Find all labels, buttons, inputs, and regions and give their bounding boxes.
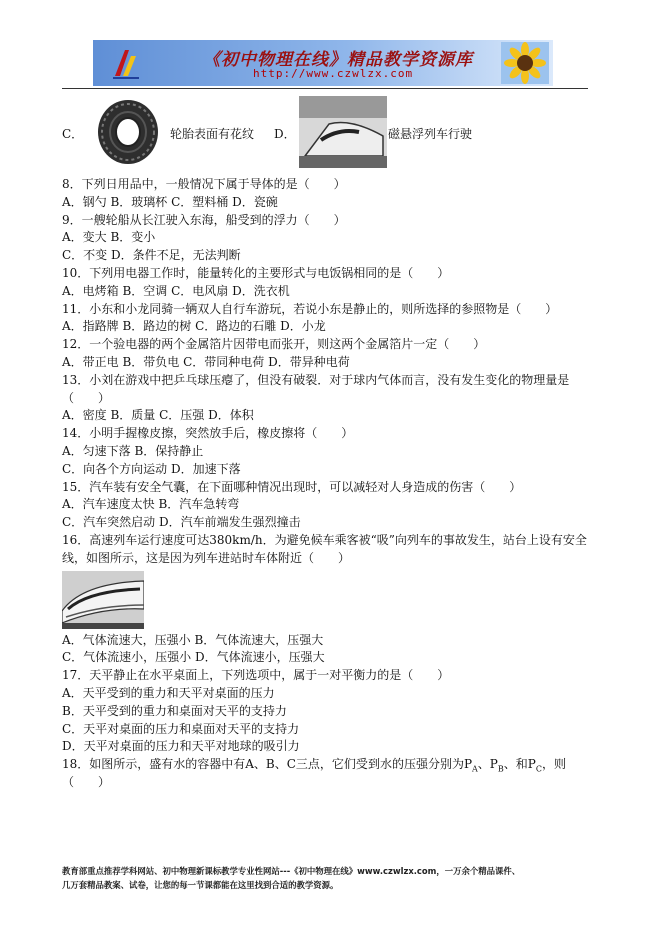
question-18-text: 18．如图所示，盛有水的容器中有A、B、C三点，它们受到水的压强分别为P: [62, 757, 473, 772]
q7-option-d-text: 磁悬浮列车行驶: [388, 127, 473, 141]
question-17: 17．天平静止在水平桌面上，下列选项中，属于一对平衡力的是（ ）: [62, 668, 450, 683]
question-15: 15．汽车装有安全气囊，在下面哪种情况出现时，可以减轻对人身造成的伤害（ ）: [62, 479, 522, 494]
sunflower-icon: [501, 42, 549, 84]
question-9: 9．一艘轮船从长江驶入东海，船受到的浮力（ ）: [62, 212, 346, 227]
header-banner: [93, 40, 553, 86]
question-16: 16．高速列车运行速度可达380km/h．为避免候车乘客被“吸”向列车的事故发生，站台上设有安全线，如图所示，这是因为列车进站时车体附近（ ）: [62, 532, 587, 565]
site-logo-icon: [111, 46, 141, 80]
question-13-options: A．密度 B．质量 C．压强 D．体积: [62, 408, 254, 423]
question-17-option-b: B．天平受到的重力和桌面对天平的支持力: [62, 703, 287, 718]
question-14: 14．小明手握橡皮擦，突然放手后，橡皮擦将（ ）: [62, 426, 354, 441]
site-title: 《初中物理在线》精品教学资源库: [203, 50, 473, 70]
subscript-c: C: [535, 764, 542, 774]
question-14-options-cd: C．向各个方向运动 D．加速下落: [62, 461, 241, 476]
question-14-options-ab: A．匀速下落 B．保持静止: [62, 443, 204, 458]
subscript-a: A: [472, 764, 478, 774]
question-16-options-ab: A．气体流速大，压强小 B．气体流速大，压强大: [62, 632, 324, 647]
q7-option-c-label: C．: [62, 127, 84, 141]
question-13: 13．小刘在游戏中把乒乓球压瘪了，但没有破裂．对于球内气体而言，没有发生变化的物理量是（ ）: [62, 372, 570, 405]
site-url[interactable]: http://www.czwlzx.com: [253, 67, 414, 80]
high-speed-train-image: [62, 571, 144, 629]
footer-line-1: 教育部重点推荐学科网站、初中物理新课标教学专业性网站---《初中物理在线》www.czwlzx.com，一万余个精品课件、: [62, 866, 521, 876]
question-15-options-ab: A．汽车速度太快 B．汽车急转弯: [62, 497, 240, 512]
question-15-options-cd: C．汽车突然启动 D．汽车前端发生强烈撞击: [62, 515, 301, 530]
question-17-option-a: A．天平受到的重力和天平对桌面的压力: [62, 685, 275, 700]
question-11: 11．小东和小龙同骑一辆双人自行车游玩，若说小东是静止的，则所选择的参照物是（ ）: [62, 301, 558, 316]
question-18-sep1: 、P: [477, 757, 498, 772]
q7-option-d-label: D．: [274, 127, 296, 141]
question-10-options: A．电烤箱 B．空调 C．电风扇 D．洗衣机: [62, 283, 290, 298]
question-18-end: ，则（ ）: [62, 757, 566, 789]
subscript-b: B: [497, 764, 504, 774]
question-17-option-c: C．天平对桌面的压力和桌面对天平的支持力: [62, 721, 300, 736]
q7-option-c-text: 轮胎表面有花纹: [170, 127, 255, 141]
question-8: 8．下列日用品中，一般情况下属于导体的是（ ）: [62, 177, 346, 191]
question-16-options-cd: C．气体流速小，压强小 D．气体流速小，压强大: [62, 650, 325, 665]
question-12-options: A．带正电 B．带负电 C．带同种电荷 D．带异种电荷: [62, 354, 350, 369]
question-11-options: A．指路牌 B．路边的树 C．路边的石雕 D．小龙: [62, 319, 326, 334]
page-footer: [62, 864, 602, 892]
question-10: 10．下列用电器工作时，能量转化的主要形式与电饭锅相同的是（ ）: [62, 265, 450, 280]
question-18: [62, 756, 592, 792]
tire-image: [88, 98, 168, 166]
header-divider: [62, 88, 588, 89]
question-9-options-ab: A．变大 B．变小: [62, 230, 156, 245]
maglev-train-image: [299, 96, 387, 168]
question-18-sep2: 、和P: [503, 757, 536, 772]
question-17-option-d: D．天平对桌面的压力和天平对地球的吸引力: [62, 739, 300, 754]
question-9-options-cd: C．不变 D．条件不足，无法判断: [62, 248, 241, 263]
question-list: [62, 176, 592, 792]
question-8-options: A．钢勺 B．玻璃杯 C．塑料桶 D．瓷碗: [62, 194, 278, 209]
q7-options-row: [62, 96, 602, 168]
footer-line-2: 几万套精品教案、试卷，让您的每一节课都能在这里找到合适的教学资源。: [62, 880, 339, 890]
question-12: 12．一个验电器的两个金属箔片因带电而张开，则这两个金属箔片一定（ ）: [62, 337, 486, 352]
